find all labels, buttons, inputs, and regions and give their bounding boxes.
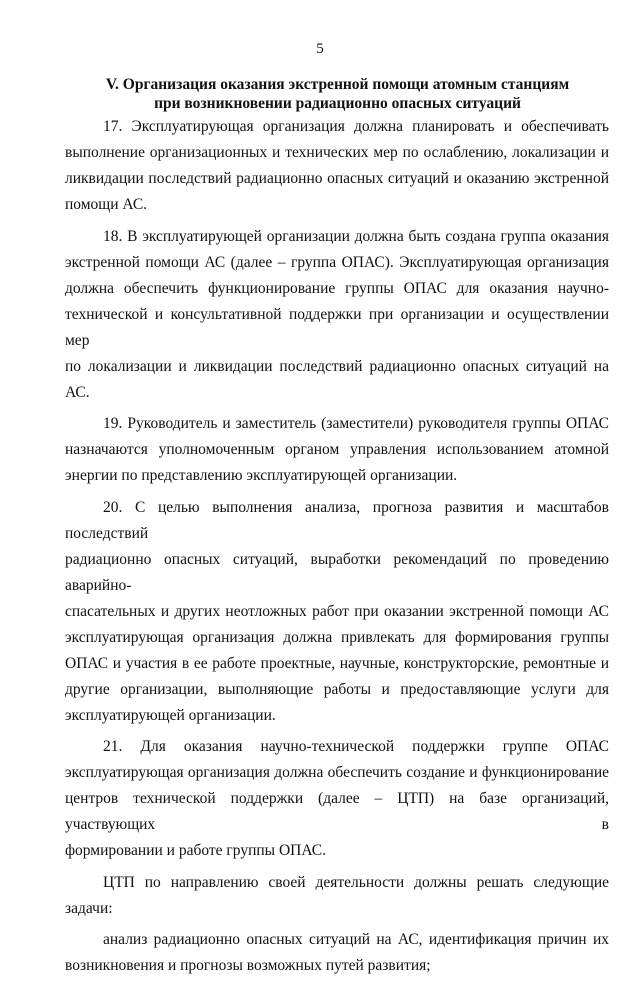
paragraph-line: анализ радиационно опасных ситуаций на АС, идентификация причин их <box>103 931 609 948</box>
tasks-intro <box>65 870 609 922</box>
paragraph-line: ЦТП по направлению своей деятельности должны решать следующие задачи: <box>65 873 609 917</box>
paragraph-line: ликвидации последствий радиационно опасных ситуаций и оказанию экстренной <box>65 170 609 187</box>
paragraph-line: 21. Для оказания научно-технической поддержки группе ОПАС <box>103 738 609 755</box>
paragraph-line: возникновения и прогнозы возможных путей развития; <box>65 957 431 974</box>
paragraph-line: спасательных и других неотложных работ при оказании экстренной помощи АС <box>65 602 609 620</box>
paragraph-line: 18. В эксплуатирующей организации должна быть создана группа оказания <box>103 227 609 245</box>
paragraph-line: технической и консультативной поддержки при организации и осуществлении мер <box>65 305 609 349</box>
task-item <box>65 927 609 979</box>
paragraph-line: эксплуатирующая организация должна обеспечить создание и функционирование <box>65 764 609 781</box>
section-heading <box>70 75 605 113</box>
paragraph-18 <box>65 224 609 406</box>
paragraph-line: центров технической поддержки (далее – ЦТП) на базе организаций, участвующих в <box>65 790 609 833</box>
paragraph-line: эксплуатирующей организации. <box>65 706 276 724</box>
paragraph-line: должна обеспечить функционирование группы ОПАС для оказания научно- <box>65 279 609 297</box>
paragraph-line: энергии по представлению эксплуатирующей организации. <box>65 467 458 484</box>
paragraph-line: экстренной помощи АС (далее – группа ОПАС). Эксплуатирующая организация <box>65 253 609 271</box>
paragraph-line: 20. С целью выполнения анализа, прогноза развития и масштабов последствий <box>65 498 609 542</box>
section-heading-line-1: V. Организация оказания экстренной помощи атомным станциям <box>105 76 570 93</box>
paragraph-line: ОПАС и участия в ее работе проектные, научные, конструкторские, ремонтные и <box>65 654 609 672</box>
paragraph-19 <box>65 411 609 489</box>
page-number: 5 <box>316 41 324 57</box>
body-text <box>65 114 609 985</box>
paragraph-21 <box>65 734 609 864</box>
paragraph-line: выполнение организационных и технических мер по ослаблению, локализации и <box>65 144 609 161</box>
paragraph-line: формировании и работе группы ОПАС. <box>65 842 326 859</box>
paragraph-line: помощи АС. <box>65 196 148 213</box>
paragraph-line: радиационно опасных ситуаций, выработки рекомендаций по проведению аварийно- <box>65 550 609 594</box>
paragraph-line: другие организации, выполняющие работы и предоставляющие услуги для <box>65 680 609 698</box>
paragraph-line: 19. Руководитель и заместитель (заместители) руководителя группы ОПАС <box>103 415 609 432</box>
section-heading-line-2: при возникновении радиационно опасных ситуаций <box>154 95 521 112</box>
paragraph-line: назначаются уполномоченным органом управления использованием атомной <box>65 441 609 458</box>
paragraph-line: 17. Эксплуатирующая организация должна планировать и обеспечивать <box>103 118 609 135</box>
paragraph-20 <box>65 495 609 729</box>
paragraph-17 <box>65 114 609 218</box>
paragraph-line: по локализации и ликвидации последствий радиационно опасных ситуаций на АС. <box>65 357 609 401</box>
paragraph-line: эксплуатирующая организация должна привлекать для формирования группы <box>65 628 609 646</box>
